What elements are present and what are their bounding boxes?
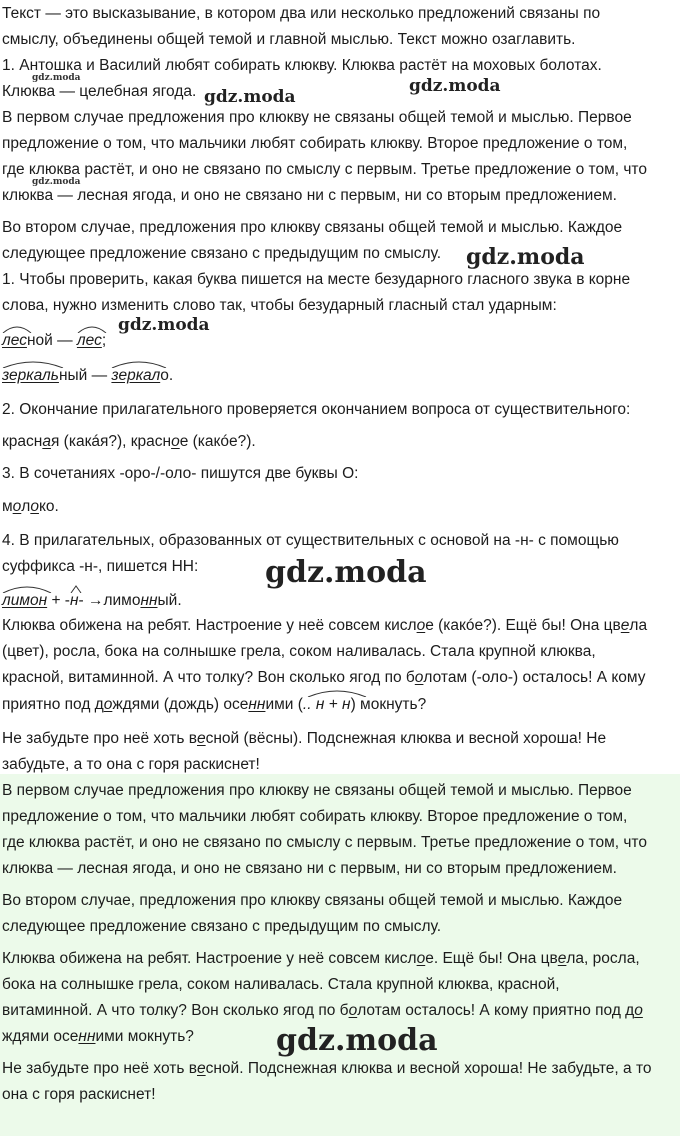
- story-line: Клюква обижена на ребят. Настроение у неё совсем кислое (какóе?). Ещё бы! Она цвела: [2, 617, 648, 634]
- root-zerkal: зеркал: [111, 367, 160, 385]
- rule-example: красная (какáя?), красное (какóе?).: [2, 433, 256, 450]
- paragraph-line: следующее предложение связано с предыдущим по смыслу.: [2, 245, 442, 262]
- root-zerkal: зеркаль: [2, 367, 59, 385]
- example-les: лесной — лес;: [2, 332, 106, 350]
- rule-line: слова, нужно изменить слово так, чтобы безударный гласный стал ударным:: [2, 297, 557, 314]
- watermark: gdz.moda: [276, 1023, 438, 1058]
- rule-example: лимон + - н- →лимонный.: [2, 592, 182, 610]
- watermark: gdz.moda: [466, 244, 585, 270]
- answer-line: клюква — лесная ягода, и оно не связано ни с первым, ни со вторым предложением.: [2, 860, 617, 877]
- watermark: gdz.moda: [32, 177, 81, 187]
- watermark: gdz.moda: [118, 315, 210, 335]
- answer-story-line: ждями осенними мокнуть?: [2, 1028, 194, 1045]
- paragraph-line: клюква — лесная ягода, и оно не связано ни с первым, ни со вторым предложением.: [2, 187, 617, 204]
- rule-line: 4. В прилагательных, образованных от существительных с основой на -н- с помощью: [2, 532, 619, 549]
- answer-line: В первом случае предложения про клюкву не связаны общей темой и мыслью. Первое: [2, 782, 632, 799]
- answer-line: Во втором случае, предложения про клюкву связаны общей темой и мыслью. Каждое: [2, 892, 623, 909]
- answer-story-line: Не забудьте про неё хоть весной. Подснежная клюква и весной хороша! Не забудьте, а то: [2, 1060, 652, 1077]
- intro-line: Текст — это высказывание, в котором два или несколько предложений связаны по: [2, 5, 601, 22]
- story-line: приятно под дождями (дождь) осенними ( .. н + н) мокнуть?: [2, 696, 426, 714]
- watermark: gdz.moda: [265, 555, 427, 590]
- intro-line: смыслу, объединены общей темой и главной мыслью. Текст можно озаглавить.: [2, 31, 576, 48]
- watermark: gdz.moda: [409, 76, 501, 96]
- root-les: лес: [2, 332, 27, 350]
- watermark: gdz.moda: [204, 87, 296, 107]
- story-line: красной, витаминной. А что толку? Вон сколько ягод по болотам (-оло-) осталось! А кому: [2, 669, 646, 686]
- answer-story-line: витаминной. А что толку? Вон сколько ягод по болотам осталось! А кому приятно под до: [2, 1002, 643, 1019]
- rule-example: молоко.: [2, 498, 59, 515]
- answer-line: где клюква растёт, и оно не связано по смыслу с первым. Третье предложение о том, что: [2, 834, 647, 851]
- story-line: Не забудьте про неё хоть весной (вёсны). Подснежная клюква и весной хороша! Не: [2, 730, 607, 747]
- paragraph-line: предложение о том, что мальчики любят собирать клюкву. Второе предложение о том,: [2, 135, 628, 152]
- example-zerk: зеркальный — зеркало.: [2, 367, 173, 385]
- task-line: 1. Антошка и Василий любят собирать клюкву. Клюква растёт на моховых болотах.: [2, 57, 602, 74]
- answer-story-line: Клюква обижена на ребят. Настроение у неё совсем кислое. Ещё бы! Она цвела, росла,: [2, 950, 640, 967]
- morpheme-scheme: .. н + н: [303, 696, 351, 714]
- rule-line: суффикса -н-, пишется НН:: [2, 558, 199, 575]
- suffix-n: н: [70, 592, 79, 610]
- root-les: лес: [77, 332, 102, 350]
- paragraph-line: где клюква растёт, и оно не связано по смыслу с первым. Третье предложение о том, что: [2, 161, 647, 178]
- root-limon: лимон: [2, 592, 47, 610]
- story-line: (цвет), росла, бока на солнышке грела, соком наливалась. Стала крупной клюква,: [2, 643, 596, 660]
- answer-story-line: бока на солнышке грела, соком наливалась. Стала крупной клюква, красной,: [2, 976, 560, 993]
- answer-story-line: она с горя раскиснет!: [2, 1086, 156, 1103]
- paragraph-line: Во втором случае, предложения про клюкву связаны общей темой и мыслью. Каждое: [2, 219, 623, 236]
- answer-line: следующее предложение связано с предыдущим по смыслу.: [2, 918, 442, 935]
- answer-line: предложение о том, что мальчики любят собирать клюкву. Второе предложение о том,: [2, 808, 628, 825]
- rule-line: 2. Окончание прилагательного проверяется окончанием вопроса от существительного:: [2, 401, 631, 418]
- rule-line: 1. Чтобы проверить, какая буква пишется на месте безударного гласного звука в корне: [2, 271, 631, 288]
- story-line: забудьте, а то она с горя раскиснет!: [2, 756, 260, 773]
- watermark: gdz.moda: [32, 73, 81, 83]
- rule-line: 3. В сочетаниях -оро-/-оло- пишутся две буквы О:: [2, 465, 359, 482]
- paragraph-line: В первом случае предложения про клюкву не связаны общей темой и мыслью. Первое: [2, 109, 632, 126]
- task-line: Клюква — целебная ягода.: [2, 83, 197, 100]
